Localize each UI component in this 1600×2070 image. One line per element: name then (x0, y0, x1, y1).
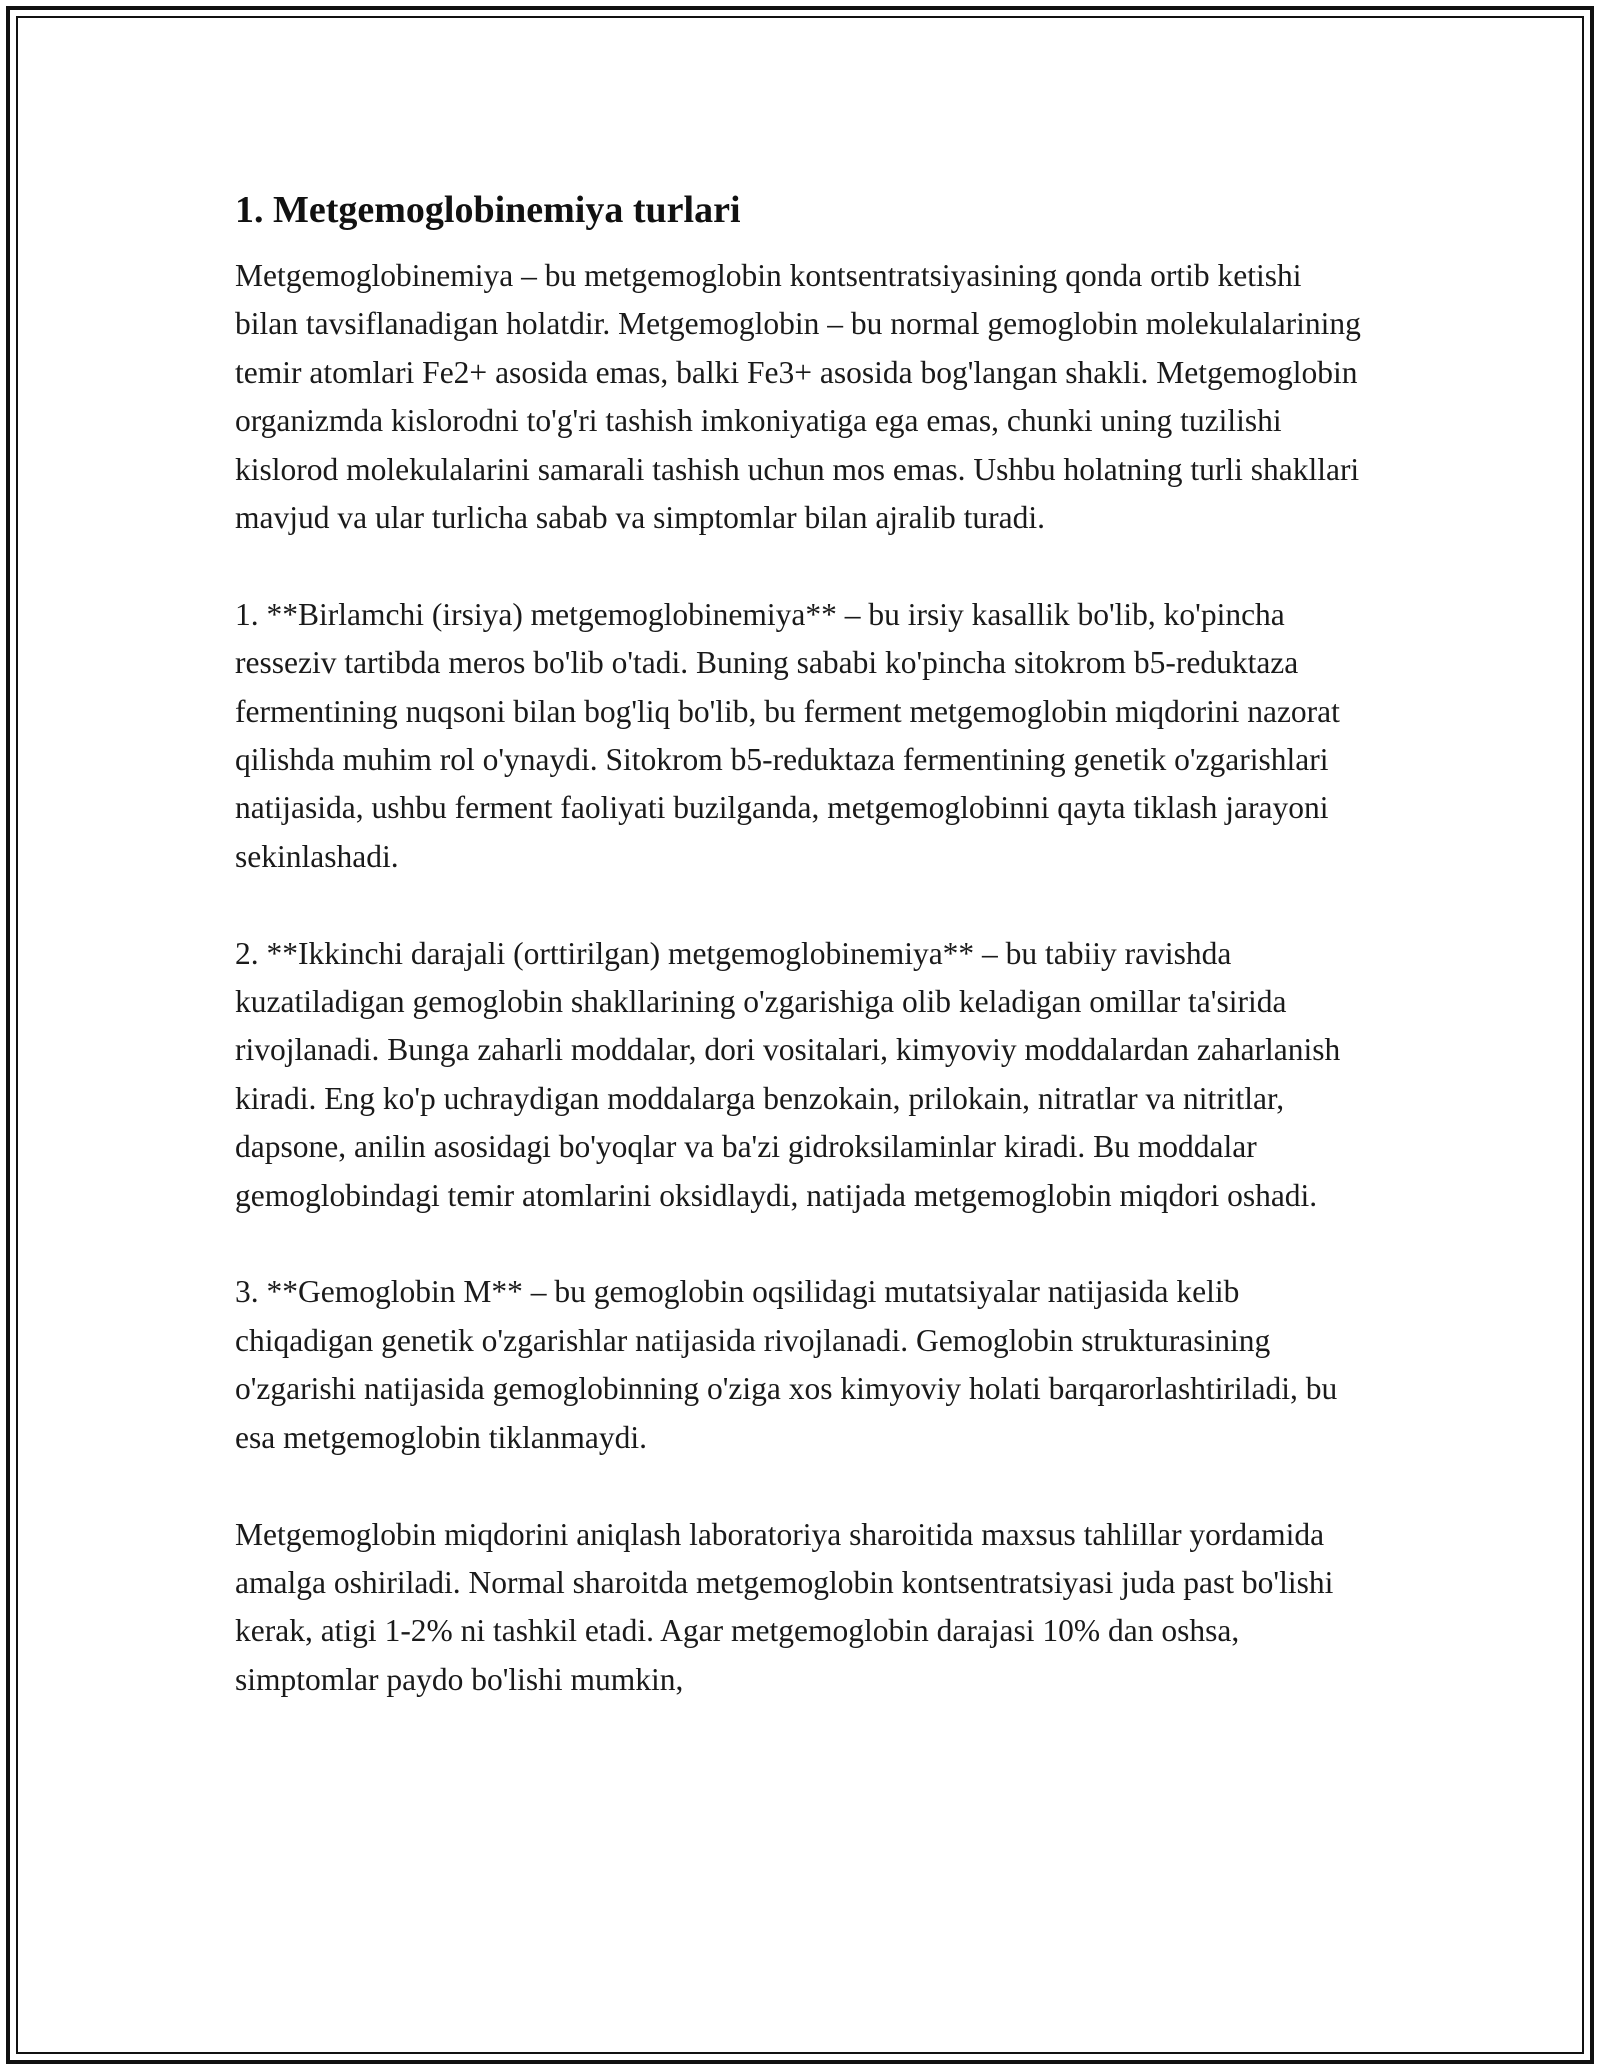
intro-paragraph: Metgemoglobinemiya – bu metgemoglobin kontsentratsiyasining qonda ortib ketishi bilan tavsiflanadigan holatdir. Metgemoglobin – bu normal gemoglobin molekulalarining temir atomlari Fe2+ asosida emas, balki Fe3+ asosida bog'langan shakli. Metgemoglobin organizmda kislorodni to'g'ri tashish imkoniyatiga ega emas, chunki uning tuzilishi kislorod molekulalarini samarali tashish uchun mos emas. Ushbu holatning turli shakllari mavjud va ular turlicha sabab va simptomlar bilan ajralib turadi. (235, 258, 1361, 536)
diagnosis-paragraph: Metgemoglobin miqdorini aniqlash laboratoriya sharoitida maxsus tahlillar yordamida amalga oshiriladi. Normal sharoitda metgemoglobin kontsentratsiyasi juda past bo'lishi kerak, atigi 1-2% ni tashkil etadi. Agar metgemoglobin darajasi 10% dan oshsa, simptomlar paydo bo'lishi mumkin, (235, 1516, 1334, 1697)
hemoglobin-m-paragraph: 3. **Gemoglobin M** – bu gemoglobin oqsilidagi mutatsiyalar natijasida kelib chiqadigan genetik o'zgarishlar natijasida rivojlanadi. Gemoglobin strukturasining o'zgarishi natijasida gemoglobinning o'ziga xos kimyoviy holati barqarorlashtiriladi, bu esa metgemoglobin tiklanmaydi. (235, 1274, 1338, 1455)
primary-type-paragraph: 1. **Birlamchi (irsiya) metgemoglobinemiya** – bu irsiy kasallik bo'lib, ko'pincha resseziv tartibda meros bo'lib o'tadi. Buning sababi ko'pincha sitokrom b5-reduktaza fermentining nuqsoni bilan bog'liq bo'lib, bu ferment metgemoglobin miqdorini nazorat qilishda muhim rol o'ynaydi. Sitokrom b5-reduktaza fermentining genetik o'zgarishlari natijasida, ushbu ferment faoliyati buzilganda, metgemoglobinni qayta tiklash jarayoni sekinlashadi. (235, 596, 1340, 874)
section-heading: 1. Metgemoglobinemiya turlari (235, 189, 741, 231)
document-body (235, 186, 1365, 1704)
secondary-type-paragraph: 2. **Ikkinchi darajali (orttirilgan) metgemoglobinemiya** – bu tabiiy ravishda kuzatiladigan gemoglobin shakllarining o'zgarishiga olib keladigan omillar ta'sirida rivojlanadi. Bunga zaharli moddalar, dori vositalari, kimyoviy moddalardan zaharlanish kiradi. Eng ko'p uchraydigan moddalarga benzokain, prilokain, nitratlar va nitritlar, dapsone, anilin asosidagi bo'yoqlar va ba'zi gidroksilaminlar kiradi. Bu moddalar gemoglobindagi temir atomlarini oksidlaydi, natijada metgemoglobin miqdori oshadi. (235, 935, 1341, 1213)
